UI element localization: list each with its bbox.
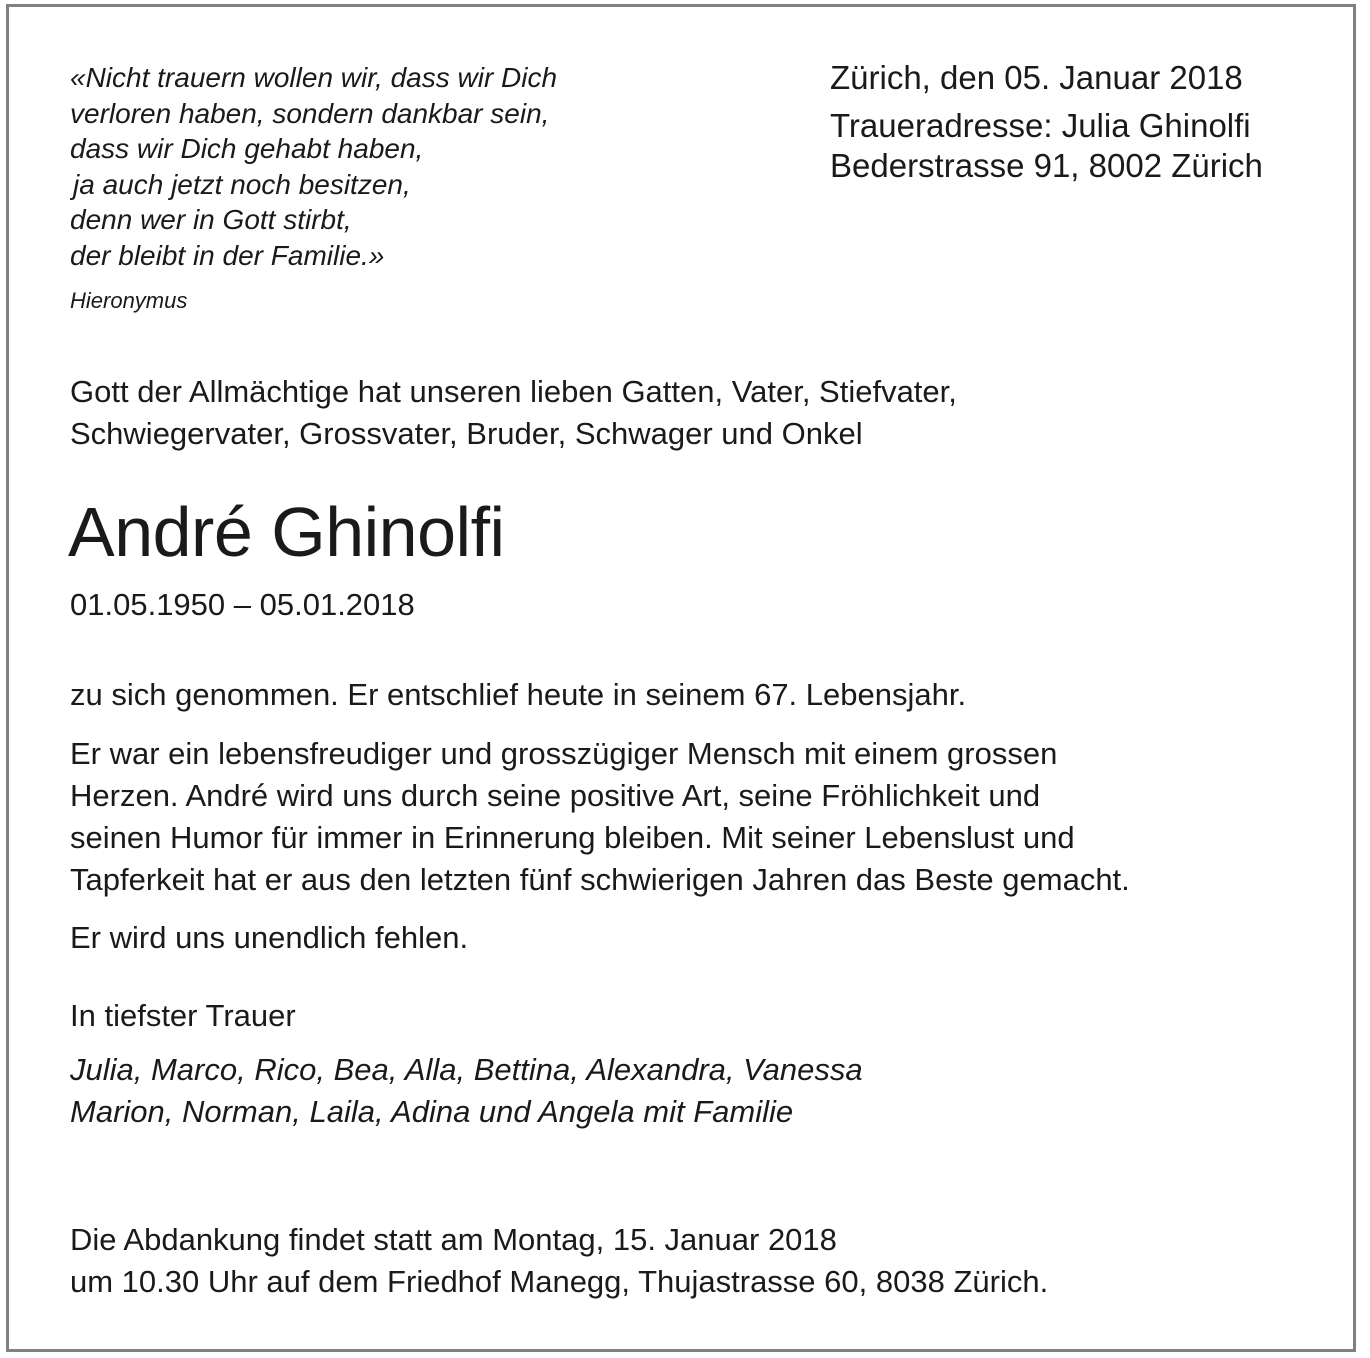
family-names [70,1049,1330,1133]
quote-line: ja auch jetzt noch besitzen, [73,168,411,200]
family-line: Marion, Norman, Laila, Adina und Angela mit Familie [70,1094,794,1129]
tribute-line: Herzen. André wird uns durch seine positive Art, seine Fröhlichkeit und [70,778,1041,813]
mourning-address-name: Traueradresse: Julia Ghinolfi [830,107,1251,144]
quote-block [70,60,730,316]
ceremony-line: um 10.30 Uhr auf dem Friedhof Manegg, Thujastrasse 60, 8038 Zürich. [70,1264,1049,1299]
quote-line: «Nicht trauern wollen wir, dass wir Dich [70,62,558,93]
deceased-name: André Ghinolfi [68,493,505,571]
address-block [830,58,1330,186]
mourning-intro [70,995,1330,1037]
quote-line: dass wir Dich gehabt haben, [70,133,424,164]
intro-text [70,371,1330,455]
quote-line: verloren haben, sondern dankbar sein, [70,97,550,129]
missed-sentence [70,917,1330,959]
quote-line: denn wer in Gott stirbt, [70,204,352,235]
missed-line: Er wird uns unendlich fehlen. [70,920,469,955]
intro-line: Gott der Allmächtige hat unseren lieben Gatten, Vater, Stiefvater, [70,374,957,409]
mourning-intro-line: In tiefster Trauer [70,998,296,1033]
quote-author: Hieronymus [70,288,188,313]
life-dates: 01.05.1950 – 05.01.2018 [70,587,415,622]
ceremony-line: Die Abdankung findet statt am Montag, 15. Januar 2018 [70,1222,837,1257]
ceremony-info [70,1219,1330,1303]
passing-sentence [70,674,1330,716]
mourning-address-street: Bederstrasse 91, 8002 Zürich [830,147,1263,184]
passing-line: zu sich genommen. Er entschlief heute in seinem 67. Lebensjahr. [70,677,967,712]
intro-line: Schwiegervater, Grossvater, Bruder, Schwager und Onkel [70,416,863,451]
family-line: Julia, Marco, Rico, Bea, Alla, Bettina, Alexandra, Vanessa [70,1052,863,1087]
tribute-line: seinen Humor für immer in Erinnerung bleiben. Mit seiner Lebenslust und [70,820,1075,855]
quote-line: der bleibt in der Familie.» [70,239,385,271]
tribute-line: Er war ein lebensfreudiger und grosszügiger Mensch mit einem grossen [70,736,1058,771]
date-line: Zürich, den 05. Januar 2018 [830,59,1243,96]
tribute-paragraph [70,733,1330,901]
tribute-line: Tapferkeit hat er aus den letzten fünf schwierigen Jahren das Beste gemacht. [70,862,1130,897]
